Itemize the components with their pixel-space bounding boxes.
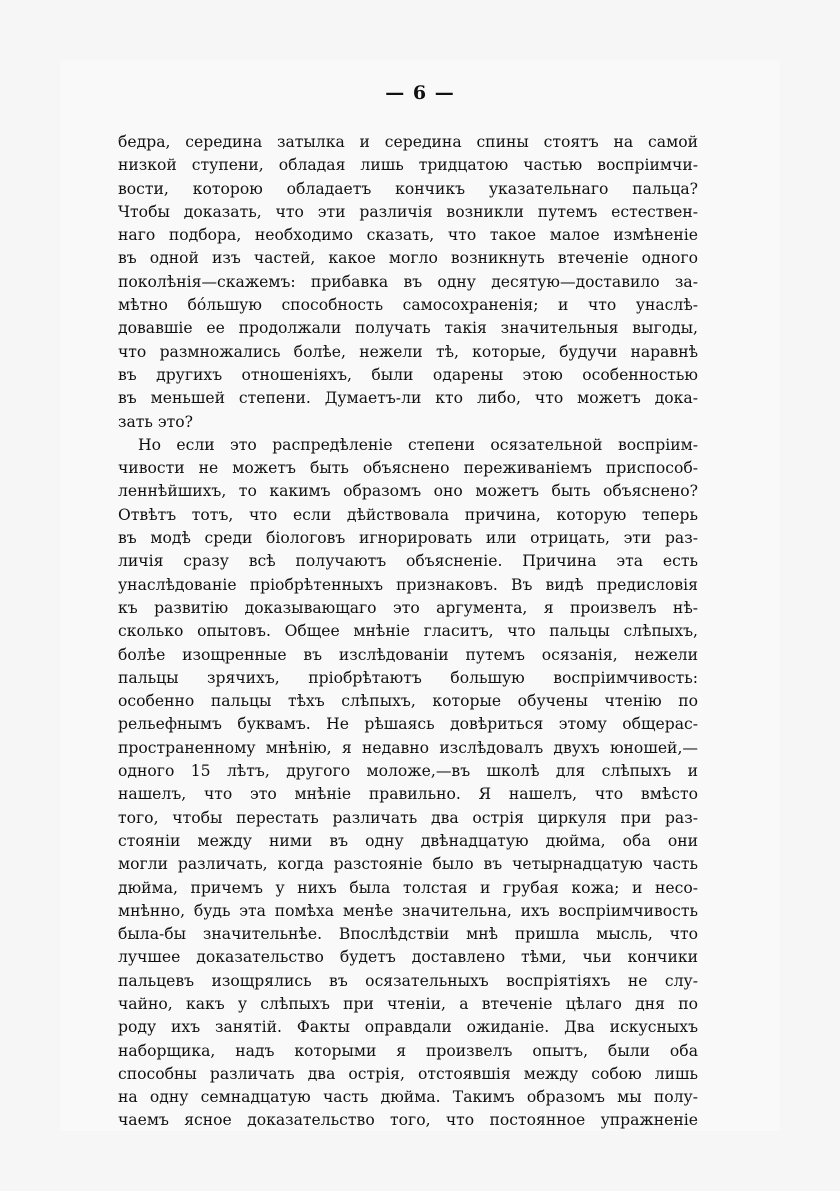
text-line: чайно, какъ у слѣпыхъ при чтеніи, а втеченіе цѣлаго дня по — [118, 994, 698, 1013]
text-line: леннѣйшихъ, то какимъ образомъ оно можетъ быть объяснено? — [118, 482, 698, 501]
text-line: наго подбора, необходимо сказать, что такое малое измѣненіе — [118, 226, 698, 245]
text-line: что размножались болѣе, нежели тѣ, которые, будучи наравнѣ — [118, 342, 698, 361]
text-line: въ одной изъ частей, какое могло возникнуть втеченіе одного — [118, 249, 698, 268]
text-line: къ развитію доказывающаго это аргумента, я произвелъ нѣ- — [118, 598, 698, 617]
page-number: — 6 — — [385, 82, 455, 104]
text-line: рельефнымъ буквамъ. Не рѣшаясь довѣриться этому общерас- — [118, 715, 698, 734]
text-line: поколѣнія—скажемъ: прибавка въ одну десятую—доставило за- — [118, 272, 698, 291]
text-line: въ модѣ среди біологовъ игнорировать или отрицать, эти раз- — [118, 529, 698, 548]
text-line: способны различать два острія, отстоявшія между собою лишь — [118, 1064, 698, 1083]
text-line: зать это? — [118, 412, 193, 431]
body-text — [118, 131, 698, 1133]
text-line: унаслѣдованіе пріобрѣтенныхъ признаковъ. Въ видѣ предисловія — [118, 575, 698, 594]
text-line: могли различать, когда разстояніе было въ четырнадцатую часть — [118, 855, 698, 874]
text-line: въ меньшей степени. Думаетъ-ли кто либо, что можетъ дока- — [118, 389, 698, 408]
text-line: того, чтобы перестать различать два острія циркуля при раз- — [118, 808, 698, 827]
text-line: въ другихъ отношеніяхъ, были одарены этою особенностью — [118, 365, 698, 384]
text-line: пальцевъ изощрялись въ осязательныхъ воспріятіяхъ не слу- — [118, 971, 698, 990]
text-line: на одну семнадцатую часть дюйма. Такимъ образомъ мы полу- — [118, 1088, 698, 1107]
paragraph — [118, 434, 698, 1133]
text-line: бедра, середина затылка и середина спины стоятъ на самой — [118, 133, 698, 151]
text-line: довавшіе ее продолжали получать такія значительныя выгоды, — [118, 319, 698, 338]
text-line: наборщика, надъ которыми я произвелъ опытъ, были оба — [118, 1041, 698, 1060]
text-line: низкой ступени, обладая лишь тридцатою частью воспріимчи- — [118, 156, 698, 175]
text-line: пальцы зрячихъ, пріобрѣтаютъ большую воспріимчивость: — [118, 668, 698, 687]
text-line: одного 15 лѣтъ, другого моложе,—въ школѣ для слѣпыхъ и — [118, 762, 698, 781]
text-line: мнѣнно, будь эта помѣха менѣе значительна, ихъ воспріимчивость — [118, 901, 698, 920]
paragraph — [118, 131, 698, 434]
text-line: Отвѣтъ тотъ, что если дѣйствовала причина, которую теперь — [118, 505, 698, 524]
text-line: лучшее доказательство будетъ доставлено тѣми, чьи кончики — [118, 948, 698, 967]
text-line: чаемъ ясное доказательство того, что постоянное упражненіе — [118, 1111, 698, 1130]
text-line: стояніи между ними въ одну двѣнадцатую дюйма, оба они — [118, 831, 698, 850]
text-line: Но если это распредѣленіе степени осязательной воспріим- — [138, 435, 698, 454]
text-line: болѣе изощренные въ изслѣдованіи путемъ осязанія, нежели — [118, 645, 698, 664]
text-line: личія сразу всѣ получаютъ объясненіе. Причина эта есть — [118, 552, 698, 571]
text-line: пространенному мнѣнію, я недавно изслѣдовалъ двухъ юношей,— — [118, 738, 698, 757]
text-line: особенно пальцы тѣхъ слѣпыхъ, которые обучены чтенію по — [118, 692, 698, 711]
text-line: дюйма, причемъ у нихъ была толстая и грубая кожа; и несо- — [118, 878, 698, 897]
text-line: сколько опытовъ. Общее мнѣніе гласитъ, что пальцы слѣпыхъ, — [118, 622, 698, 641]
text-line: роду ихъ занятій. Факты оправдали ожиданіе. Два искусныхъ — [118, 1018, 698, 1037]
text-line: нашелъ, что это мнѣніе правильно. Я нашелъ, что вмѣсто — [118, 785, 698, 804]
text-line: чивости не можетъ быть объяснено переживаніемъ приспособ- — [118, 459, 698, 478]
text-line: мѣтно бо́льшую способность самосохраненія; и что унаслѣ- — [118, 296, 698, 315]
text-line: была-бы значительнѣе. Впослѣдствіи мнѣ пришла мысль, что — [118, 925, 698, 944]
text-line: Чтобы доказать, что эти различія возникли путемъ естествен- — [118, 202, 698, 221]
text-line: вости, которою обладаетъ кончикъ указательнаго пальца? — [118, 179, 698, 198]
